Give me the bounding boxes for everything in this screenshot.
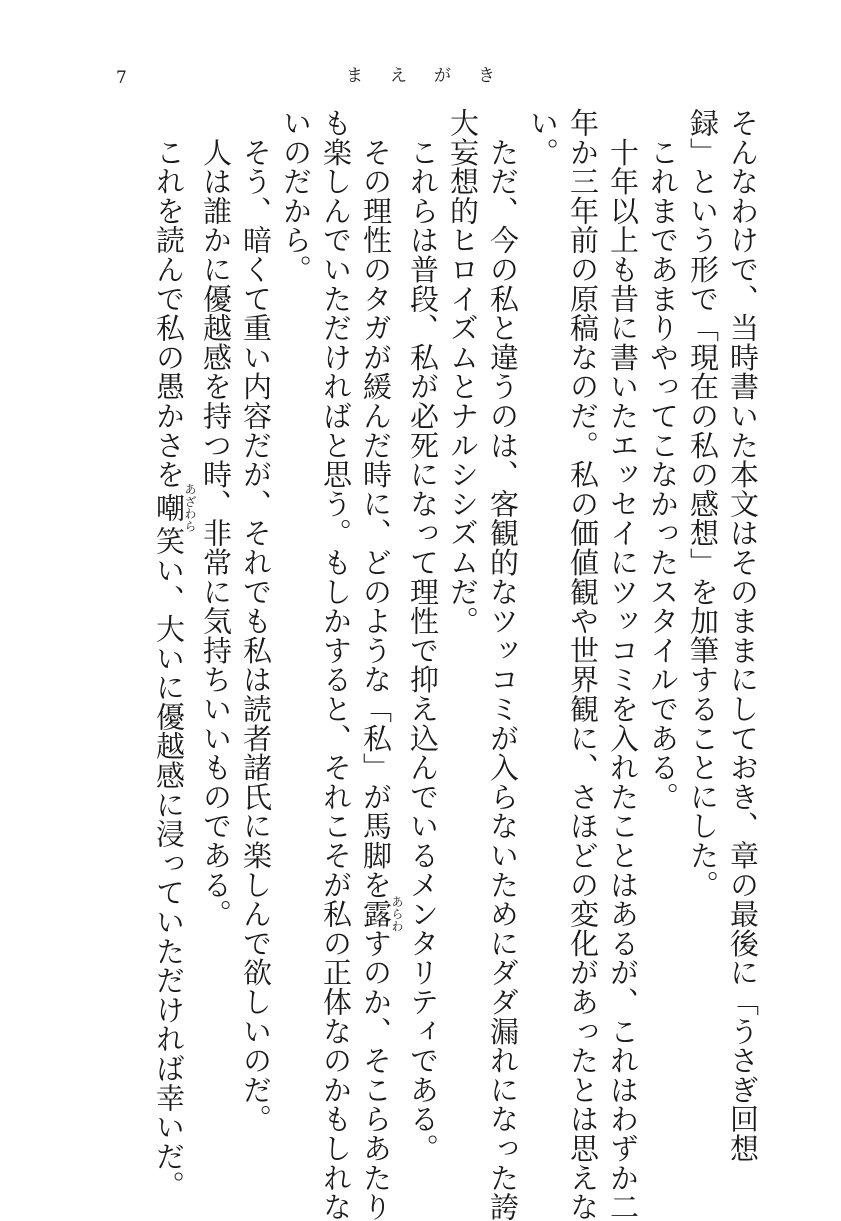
text-line: 大妄想的ヒロイズムとナルシシズムだ。 <box>446 108 480 636</box>
ruby-annotation <box>359 895 404 933</box>
text-line: これまであまりやってこなかったスタイルである。 <box>646 108 680 812</box>
text-line <box>149 108 197 1200</box>
text-segment: 笑い、大いに優越感に浸っていただければ幸いだ。 <box>152 526 186 1200</box>
text-line: 年か三年前の原稿なのだ。私の価値観や世界観に、さほどの変化があったとは思えな <box>566 108 600 1221</box>
text-line: これらは普段、私が必死になって理性で抑え込んでいるメンタリティである。 <box>406 108 440 1163</box>
text-line: そう、暗くて重い内容だが、それでも私は読者諸氏に楽しんで欲しいのだ。 <box>239 108 273 1134</box>
text-line: も楽しんでいただければと思う。もしかすると、それこそが私の正体なのかもしれな <box>319 108 353 1221</box>
ruby-reading: あざわら <box>183 482 197 533</box>
ruby-reading: あらわ <box>390 895 404 933</box>
ruby-annotation <box>152 482 197 533</box>
body-text <box>149 108 763 1221</box>
text-line: 録」という形で「現在の私の感想」を加筆することにした。 <box>686 108 720 900</box>
text-line: そんなわけで、当時書いた本文はそのままにしておき、章の最後に「うさぎ回想 <box>726 108 760 1163</box>
text-segment: すのか、そこらあたり <box>359 928 393 1221</box>
text-line: 人は誰かに優越感を持つ時、非常に気持ちいいものである。 <box>199 108 233 929</box>
page-number: 7 <box>116 68 127 88</box>
text-line: 十年以上も昔に書いたエッセイにツッコミを入れたことはあるが、これはわずか二 <box>606 108 640 1221</box>
text-segment: その理性のタガが緩んだ時に、どのような「私」が馬脚を <box>359 108 393 900</box>
text-line <box>356 108 404 1221</box>
ruby-base: 露 <box>359 895 393 933</box>
ruby-base: 嘲 <box>152 482 186 533</box>
text-line: ただ、今の私と違うのは、客観的なツッコミが入らないためにダダ漏れになった誇 <box>486 108 520 1221</box>
text-segment: これを読んで私の愚かさを <box>152 108 186 489</box>
text-line: い。 <box>526 108 560 167</box>
running-title: まえがき <box>346 66 522 86</box>
text-line: いのだから。 <box>279 108 313 284</box>
